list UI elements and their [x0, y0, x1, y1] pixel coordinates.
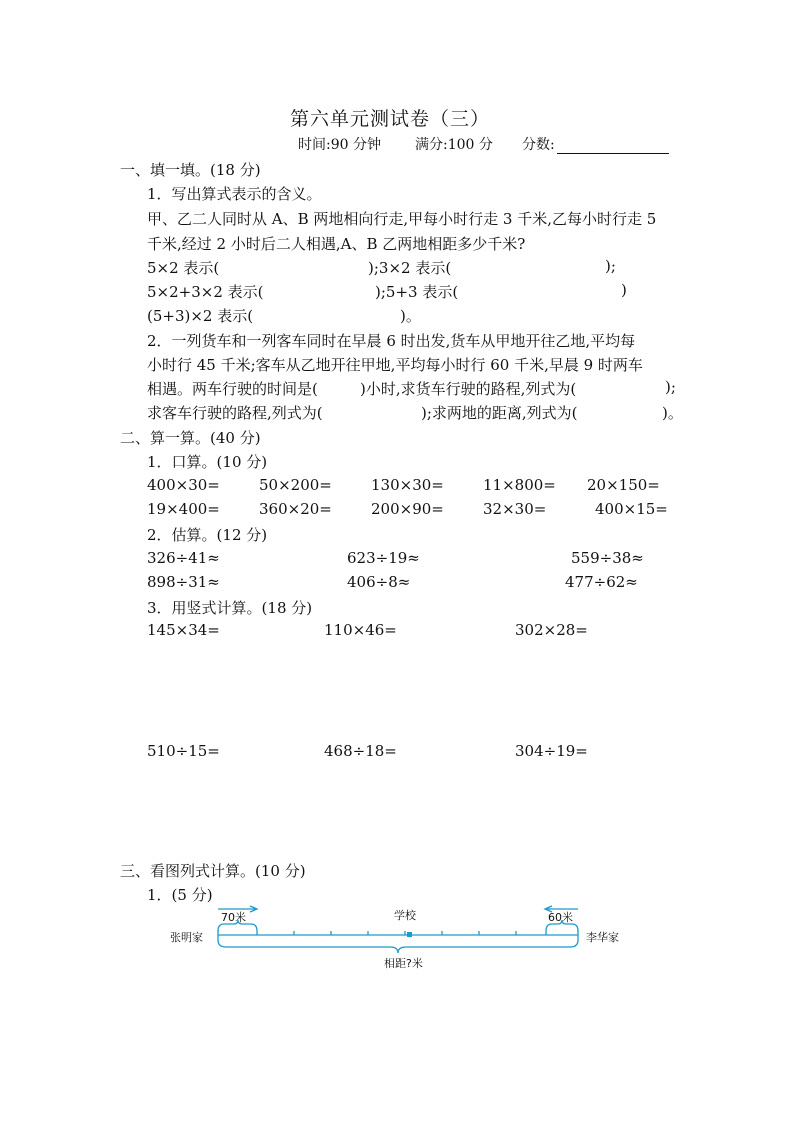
full-score-info: 满分:100 分: [415, 137, 493, 153]
vertical-calc-item: 304÷19=: [515, 742, 588, 760]
s1-q1-a-end: );3×2 表示(: [368, 259, 452, 277]
vertical-calc-item: 510÷15=: [147, 742, 220, 760]
s2-q2-lead: 2．估算。(12 分): [147, 526, 268, 544]
s1-q2-line4a: 求客车行驶的路程,列式为(: [147, 404, 323, 422]
section-2-heading: 二、算一算。(40 分): [120, 429, 261, 447]
score-field[interactable]: [522, 134, 669, 154]
vertical-calc-item: 145×34=: [147, 621, 220, 639]
oral-calc-item: 50×200=: [259, 476, 332, 494]
s1-q2-line4c: )。: [662, 404, 683, 422]
estimate-item: 406÷8≈: [347, 573, 411, 591]
estimate-item: 559÷38≈: [571, 549, 644, 567]
estimate-item: 326÷41≈: [147, 549, 220, 567]
total-distance-label: 相距?米: [384, 957, 423, 970]
s1-q2-line3b: )小时,求货车行驶的路程,列式为(: [360, 380, 577, 398]
right-home-label: 李华家: [586, 931, 619, 944]
school-label: 学校: [394, 909, 416, 922]
s1-q1-line1: 甲、乙二人同时从 A、B 两地相向行走,甲每小时行走 3 千米,乙每小时行走 5: [147, 210, 657, 228]
s1-q1-a-end2: );: [605, 257, 616, 275]
section-1-heading: 一、填一填。(18 分): [120, 161, 261, 179]
page-title: 第六单元测试卷（三）: [290, 108, 491, 130]
oral-calc-item: 400×30=: [147, 476, 220, 494]
oral-calc-item: 11×800=: [483, 476, 556, 494]
vertical-calc-item: 468÷18=: [324, 742, 397, 760]
school-marker: [407, 932, 412, 937]
s1-q1-c-end: )。: [400, 307, 421, 325]
s1-q2-line2: 小时行 45 千米;客车从乙地开往甲地,平均每小时行 60 千米,早晨 9 时两车: [147, 356, 643, 374]
left-speed-label: 70米: [221, 911, 246, 924]
s1-q2-line4b: );求两地的距离,列式为(: [421, 404, 578, 422]
score-label: 分数:: [522, 137, 555, 153]
oral-calc-item: 32×30=: [483, 500, 547, 518]
s1-q1-lead: 1．写出算式表示的含义。: [147, 185, 322, 203]
estimate-item: 898÷31≈: [147, 573, 220, 591]
s1-q2-line3c: );: [665, 378, 676, 396]
s1-q1-b-end: );5+3 表示(: [375, 283, 459, 301]
s1-q2-line1: 2．一列货车和一列客车同时在早晨 6 时出发,货车从甲地开往乙地,平均每: [147, 332, 636, 350]
left-home-label: 张明家: [170, 931, 203, 944]
s1-q1-c: (5+3)×2 表示(: [147, 307, 254, 325]
s1-q1-a: 5×2 表示(: [147, 259, 220, 277]
s2-q3-lead: 3．用竖式计算。(18 分): [147, 599, 313, 617]
time-info: 时间:90 分钟: [298, 137, 381, 153]
score-blank[interactable]: [557, 139, 669, 154]
s2-q1-lead: 1．口算。(10 分): [147, 453, 268, 471]
estimate-item: 623÷19≈: [347, 549, 420, 567]
oral-calc-item: 20×150=: [587, 476, 660, 494]
total-brace: [218, 940, 578, 953]
oral-calc-item: 130×30=: [371, 476, 444, 494]
s1-q1-b-end2: ): [621, 281, 627, 299]
vertical-calc-item: 110×46=: [324, 621, 397, 639]
s1-q2-line3a: 相遇。两车行驶的时间是(: [147, 380, 318, 398]
oral-calc-item: 360×20=: [259, 500, 332, 518]
oral-calc-item: 400×15=: [595, 500, 668, 518]
right-speed-label: 60米: [548, 911, 573, 924]
s3-q1-lead: 1．(5 分): [147, 886, 213, 904]
section-3-heading: 三、看图列式计算。(10 分): [120, 862, 306, 880]
oral-calc-item: 19×400=: [147, 500, 220, 518]
estimate-item: 477÷62≈: [565, 573, 638, 591]
vertical-calc-item: 302×28=: [515, 621, 588, 639]
oral-calc-item: 200×90=: [371, 500, 444, 518]
s1-q1-line2: 千米,经过 2 小时后二人相遇,A、B 乙两地相距多少千米?: [147, 235, 526, 253]
s1-q1-b: 5×2+3×2 表示(: [147, 283, 264, 301]
